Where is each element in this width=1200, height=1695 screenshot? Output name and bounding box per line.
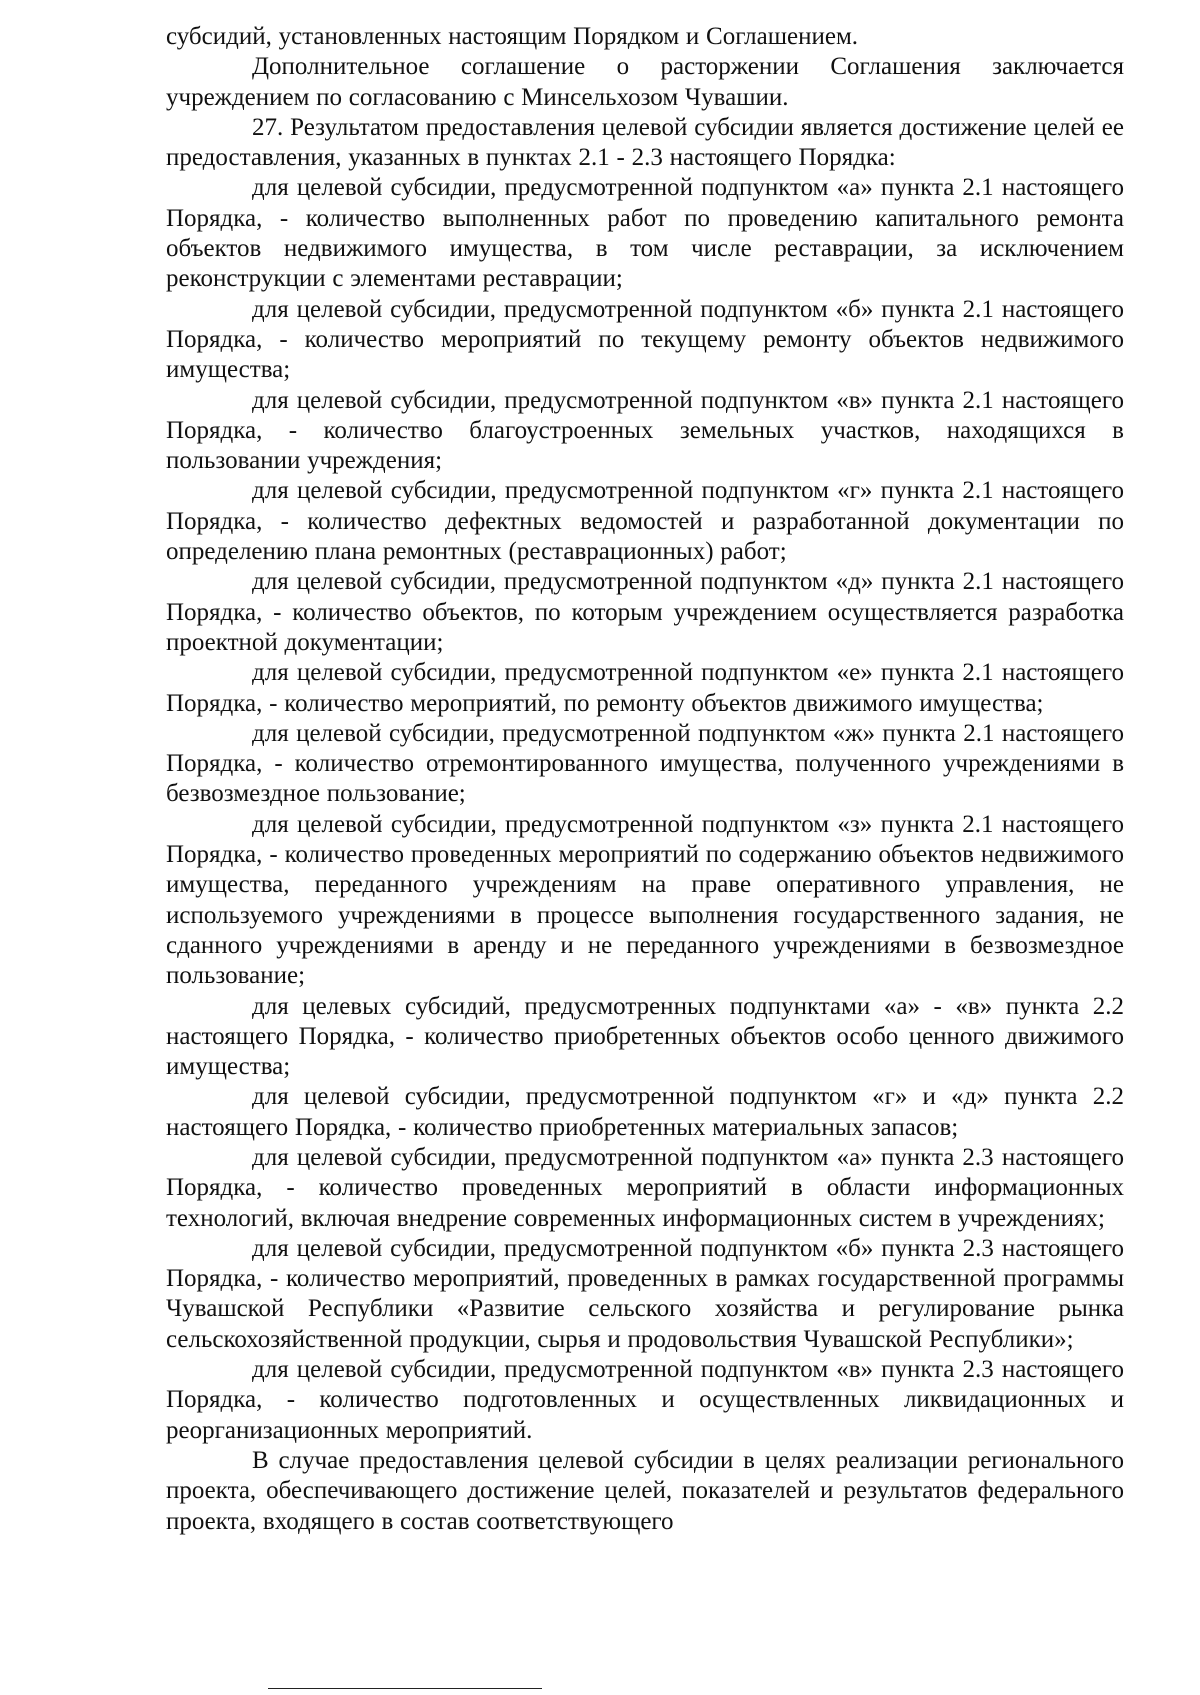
- paragraph-result-2-1-zh: для целевой субсидии, предусмотренной подпунктом «ж» пункта 2.1 настоящего Порядка, - количество отремонтированного имущества, полученного учреждениями в безвозмездное пользование;: [166, 719, 1124, 808]
- paragraph-continuation: субсидий, установленных настоящим Порядком и Соглашением.: [166, 23, 859, 50]
- paragraph-termination-agreement: Дополнительное соглашение о расторжении Соглашения заключается учреждением по согласованию с Минсельхозом Чувашии.: [166, 53, 1124, 111]
- paragraph-result-2-3-b: для целевой субсидии, предусмотренной подпунктом «б» пункта 2.3 настоящего Порядка, - количество мероприятий, проведенных в рамках государственной программы Чувашской Республики «Развитие сельского хозяйства и регулирование рынка сельскохозяйственной продукции, сырья и продовольствия Чувашской Республики»;: [166, 1234, 1124, 1353]
- paragraph-result-2-1-e: для целевой субсидии, предусмотренной подпунктом «е» пункта 2.1 настоящего Порядка, - количество мероприятий, по ремонту объектов движимого имущества;: [166, 659, 1124, 717]
- paragraph-result-2-1-g: для целевой субсидии, предусмотренной подпунктом «г» пункта 2.1 настоящего Порядка, - количество дефектных ведомостей и разработанной документации по определению плана ремонтных (реставрационных) работ;: [166, 477, 1124, 566]
- paragraph-result-2-1-v: для целевой субсидии, предусмотренной подпунктом «в» пункта 2.1 настоящего Порядка, - количество благоустроенных земельных участков, находящихся в пользовании учреждения;: [166, 386, 1124, 475]
- paragraph-result-2-1-d: для целевой субсидии, предусмотренной подпунктом «д» пункта 2.1 настоящего Порядка, - количество объектов, по которым учреждением осуществляется разработка проектной документации;: [166, 568, 1124, 656]
- paragraph-regional-project: В случае предоставления целевой субсидии в целях реализации регионального проекта, обеспечивающего достижение целей, показателей и результатов федерального проекта, входящего в состав соответствующего: [166, 1446, 1124, 1535]
- paragraph-result-2-1-a: для целевой субсидии, предусмотренной подпунктом «а» пункта 2.1 настоящего Порядка, - количество выполненных работ по проведению капитального ремонта объектов недвижимого имущества, в том числе реставрации, за исключением реконструкции с элементами реставрации;: [166, 174, 1124, 293]
- paragraph-result-2-3-v: для целевой субсидии, предусмотренной подпунктом «в» пункта 2.3 настоящего Порядка, - количество подготовленных и осуществленных ликвидационных и реорганизационных мероприятий.: [166, 1356, 1124, 1444]
- footnote-divider: [268, 1688, 542, 1689]
- document-page: [166, 22, 1124, 1537]
- paragraph-result-2-1-b: для целевой субсидии, предусмотренной подпунктом «б» пункта 2.1 настоящего Порядка, - количество мероприятий по текущему ремонту объектов недвижимого имущества;: [166, 295, 1124, 384]
- paragraph-result-2-1-z: для целевой субсидии, предусмотренной подпунктом «з» пункта 2.1 настоящего Порядка, - количество проведенных мероприятий по содержанию объектов недвижимого имущества, переданного учреждениям на праве оперативного управления, не используемого учреждениями в процессе выполнения государственного задания, не сданного учреждениями в аренду и не переданного учреждениями в безвозмездное пользование;: [166, 810, 1124, 990]
- paragraph-result-2-3-a: для целевой субсидии, предусмотренной подпунктом «а» пункта 2.3 настоящего Порядка, - количество проведенных мероприятий в области информационных технологий, включая внедрение современных информационных систем в учреждениях;: [166, 1143, 1124, 1232]
- paragraph-27-result: 27. Результатом предоставления целевой субсидии является достижение целей ее предоставления, указанных в пунктах 2.1 - 2.3 настоящего Порядка:: [166, 113, 1124, 172]
- paragraph-result-2-2-g-d: для целевой субсидии, предусмотренной подпунктом «г» и «д» пункта 2.2 настоящего Порядка, - количество приобретенных материальных запасов;: [166, 1083, 1124, 1141]
- paragraph-result-2-2-a-v: для целевых субсидий, предусмотренных подпунктами «а» - «в» пункта 2.2 настоящего Порядка, - количество приобретенных объектов особо ценного движимого имущества;: [166, 992, 1124, 1081]
